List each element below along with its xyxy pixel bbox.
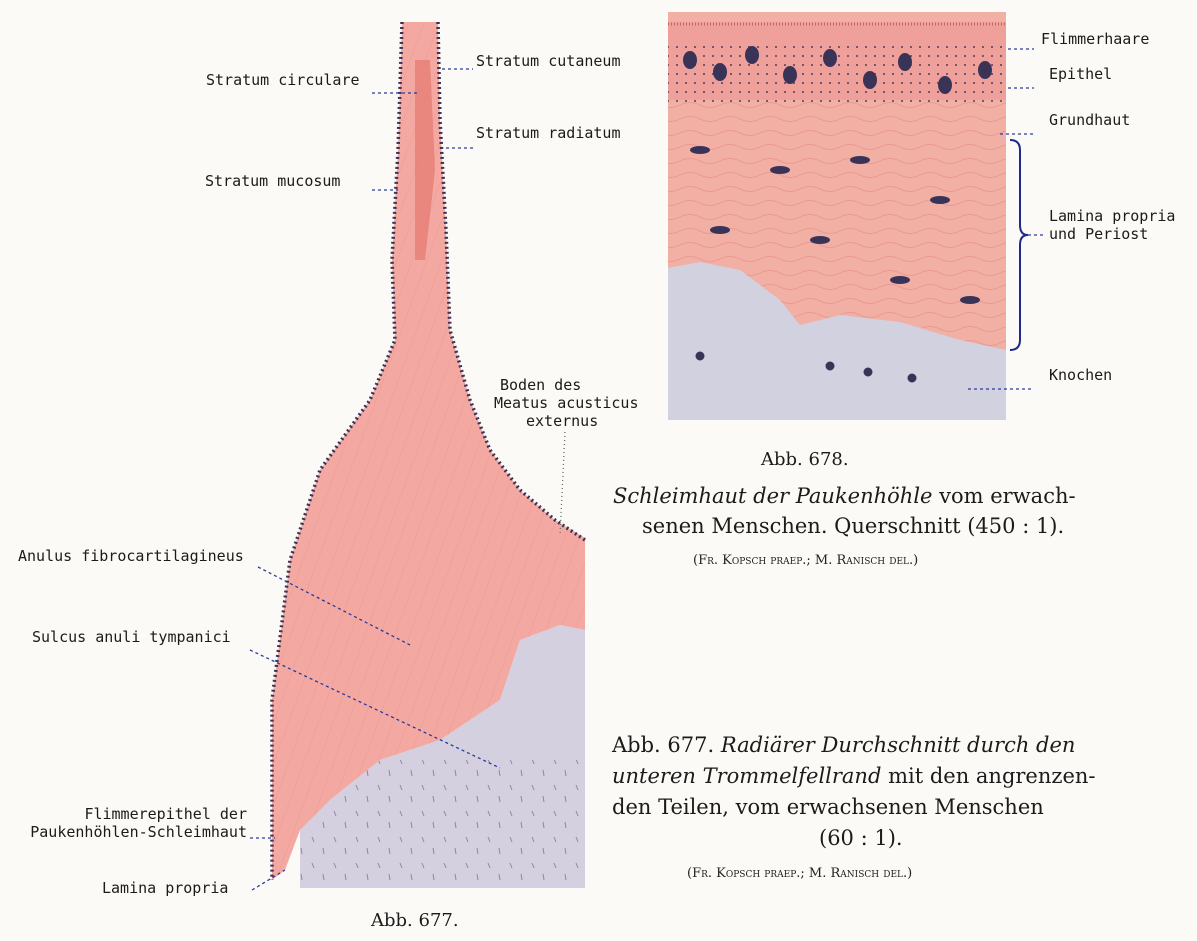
caption-677-line4: (60 : 1). [819, 826, 903, 850]
caption-677-line1 [612, 731, 1075, 760]
label-flimmerepithel-line2: Paukenhöhlen-Schleimhaut [30, 823, 247, 841]
label-stratum-mucosum: Stratum mucosum [205, 172, 341, 190]
caption-678-rest1: vom erwach- [932, 484, 1076, 508]
figure-677-drawing [272, 22, 585, 888]
caption-677-rest2: mit den angrenzen- [881, 764, 1096, 788]
label-flimmerepithel-line1: Flimmerepithel der [84, 805, 247, 823]
label-stratum-cutaneum: Stratum cutaneum [476, 52, 621, 70]
figure-number-677: Abb. 677. [371, 910, 459, 931]
caption-678-italic: Schleimhaut der Paukenhöhle [613, 484, 933, 508]
label-lamina-propria-678-line2: und Periost [1049, 225, 1149, 243]
caption-677-line2 [612, 762, 1096, 791]
label-stratum-circulare: Stratum circulare [206, 71, 360, 89]
caption-677-line3: den Teilen, vom erwachsenen Menschen [612, 795, 1044, 819]
credit-677: (Fr. Kopsch praep.; M. Ranisch del.) [687, 866, 913, 881]
caption-678-line2: senen Menschen. Querschnitt (450 : 1). [642, 514, 1065, 538]
caption-677-italic2: unteren Trommelfellrand [612, 764, 882, 788]
brace-lamina-propria [1010, 140, 1028, 350]
figure-678-drawing [668, 12, 1028, 420]
label-knochen: Knochen [1049, 366, 1113, 384]
label-boden-line1: Boden des [500, 376, 582, 394]
caption-677-prefix: Abb. 677. [612, 733, 721, 757]
label-lamina-propria-678-line1: Lamina propria [1049, 207, 1176, 225]
caption-678-line1 [613, 482, 1076, 511]
label-flimmerhaare: Flimmerhaare [1041, 30, 1150, 48]
label-lamina-propria-677: Lamina propria [102, 879, 229, 897]
caption-677-italic1: Radiärer Durchschnitt durch den [720, 733, 1076, 757]
figure-number-678: Abb. 678. [761, 449, 849, 470]
label-stratum-radiatum: Stratum radiatum [476, 124, 621, 142]
label-sulcus-anuli-tympanici: Sulcus anuli tympanici [32, 628, 231, 646]
label-boden-line2: Meatus acusticus [494, 394, 639, 412]
label-boden-line3: externus [526, 412, 599, 430]
label-grundhaut: Grundhaut [1049, 111, 1131, 129]
label-anulus-fibrocartilagineus: Anulus fibrocartilagineus [18, 547, 244, 565]
label-epithel: Epithel [1049, 65, 1113, 83]
credit-678: (Fr. Kopsch praep.; M. Ranisch del.) [693, 553, 919, 568]
